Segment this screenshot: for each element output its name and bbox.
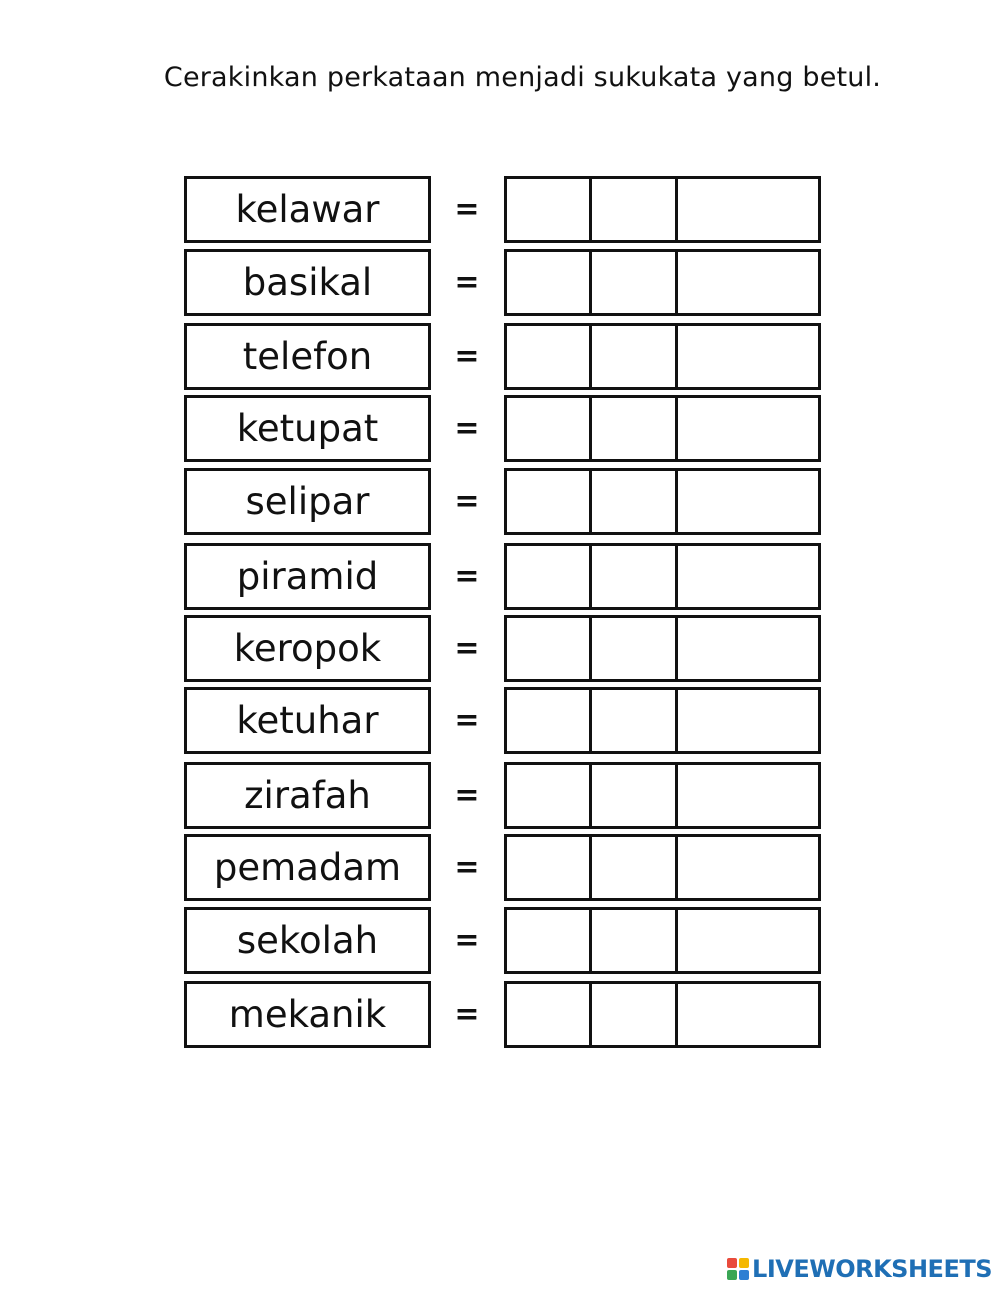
exercise-row [0,834,1000,900]
logo-square-red [727,1258,737,1268]
syllable-input[interactable] [507,471,589,532]
syllable-cell [592,984,678,1045]
syllable-cell [678,618,818,679]
equals-sign: = [454,778,480,813]
syllable-cell [678,398,818,459]
syllable-answer-group [504,907,821,974]
syllable-input[interactable] [507,179,589,240]
syllable-input[interactable] [507,618,589,679]
syllable-input[interactable] [678,618,818,679]
syllable-answer-group [504,468,821,535]
syllable-input[interactable] [507,326,589,387]
syllable-input[interactable] [507,837,589,898]
syllable-cell [678,690,818,751]
syllable-cell [678,910,818,971]
syllable-input[interactable] [678,471,818,532]
equals-sign: = [454,265,480,300]
syllable-answer-group [504,249,821,316]
syllable-answer-group [504,981,821,1048]
syllable-cell [507,837,592,898]
exercise-row [0,687,1000,753]
syllable-cell [592,252,678,313]
syllable-input[interactable] [592,690,675,751]
exercise-row [0,468,1000,534]
exercise-row [0,323,1000,389]
instruction-text: Cerakinkan perkataan menjadi sukukata yang betul. [163,62,882,93]
equals-sign: = [454,559,480,594]
syllable-input[interactable] [592,984,675,1045]
exercise-row [0,762,1000,828]
syllable-input[interactable] [592,910,675,971]
word-box: telefon [184,323,431,390]
syllable-input[interactable] [678,910,818,971]
syllable-input[interactable] [592,765,675,826]
syllable-cell [678,546,818,607]
word-box: kelawar [184,176,431,243]
syllable-input[interactable] [592,179,675,240]
syllable-cell [507,398,592,459]
word-box: zirafah [184,762,431,829]
syllable-input[interactable] [507,984,589,1045]
word-box: ketupat [184,395,431,462]
logo-square-green [727,1270,737,1280]
syllable-input[interactable] [592,837,675,898]
word-box: mekanik [184,981,431,1048]
syllable-input[interactable] [678,252,818,313]
syllable-input[interactable] [507,910,589,971]
syllable-input[interactable] [592,471,675,532]
syllable-cell [507,179,592,240]
syllable-input[interactable] [592,546,675,607]
syllable-answer-group [504,323,821,390]
syllable-input[interactable] [678,326,818,387]
exercise-row [0,176,1000,242]
equals-sign: = [454,850,480,885]
word-box: keropok [184,615,431,682]
syllable-answer-group [504,395,821,462]
syllable-input[interactable] [678,546,818,607]
syllable-cell [678,252,818,313]
syllable-input[interactable] [678,179,818,240]
exercise-row [0,395,1000,461]
word-box: selipar [184,468,431,535]
syllable-answer-group [504,834,821,901]
syllable-answer-group [504,615,821,682]
exercise-row [0,907,1000,973]
equals-sign: = [454,411,480,446]
syllable-input[interactable] [678,837,818,898]
equals-sign: = [454,631,480,666]
syllable-cell [678,984,818,1045]
syllable-input[interactable] [678,765,818,826]
syllable-cell [592,398,678,459]
exercise-row [0,615,1000,681]
syllable-cell [592,765,678,826]
syllable-cell [678,471,818,532]
syllable-cell [592,690,678,751]
syllable-input[interactable] [592,398,675,459]
equals-sign: = [454,703,480,738]
word-box: ketuhar [184,687,431,754]
syllable-answer-group [504,176,821,243]
syllable-cell [507,984,592,1045]
syllable-cell [507,618,592,679]
syllable-input[interactable] [678,690,818,751]
syllable-cell [592,910,678,971]
syllable-input[interactable] [592,252,675,313]
logo-mark-icon [727,1258,749,1280]
syllable-cell [592,326,678,387]
syllable-input[interactable] [507,398,589,459]
syllable-answer-group [504,543,821,610]
exercise-row [0,249,1000,315]
syllable-cell [507,765,592,826]
syllable-input[interactable] [507,252,589,313]
equals-sign: = [454,997,480,1032]
syllable-cell [507,326,592,387]
syllable-cell [592,546,678,607]
liveworksheets-logo [727,1255,992,1283]
syllable-input[interactable] [678,398,818,459]
syllable-cell [507,546,592,607]
syllable-answer-group [504,762,821,829]
syllable-input[interactable] [507,690,589,751]
syllable-cell [507,471,592,532]
logo-square-yellow [739,1258,749,1268]
word-box: basikal [184,249,431,316]
logo-text: LIVEWORKSHEETS [752,1255,992,1283]
syllable-input[interactable] [507,765,589,826]
word-box: piramid [184,543,431,610]
syllable-input[interactable] [507,546,589,607]
syllable-cell [678,326,818,387]
exercise-row [0,543,1000,609]
syllable-cell [592,618,678,679]
syllable-cell [678,837,818,898]
syllable-cell [507,910,592,971]
syllable-cell [507,690,592,751]
syllable-cell [592,179,678,240]
word-box: pemadam [184,834,431,901]
syllable-cell [678,179,818,240]
syllable-answer-group [504,687,821,754]
equals-sign: = [454,484,480,519]
syllable-cell [592,837,678,898]
exercise-row [0,981,1000,1047]
equals-sign: = [454,192,480,227]
word-box: sekolah [184,907,431,974]
syllable-input[interactable] [592,326,675,387]
syllable-cell [678,765,818,826]
syllable-cell [507,252,592,313]
syllable-cell [592,471,678,532]
equals-sign: = [454,339,480,374]
syllable-input[interactable] [592,618,675,679]
syllable-input[interactable] [678,984,818,1045]
equals-sign: = [454,923,480,958]
logo-square-blue [739,1270,749,1280]
